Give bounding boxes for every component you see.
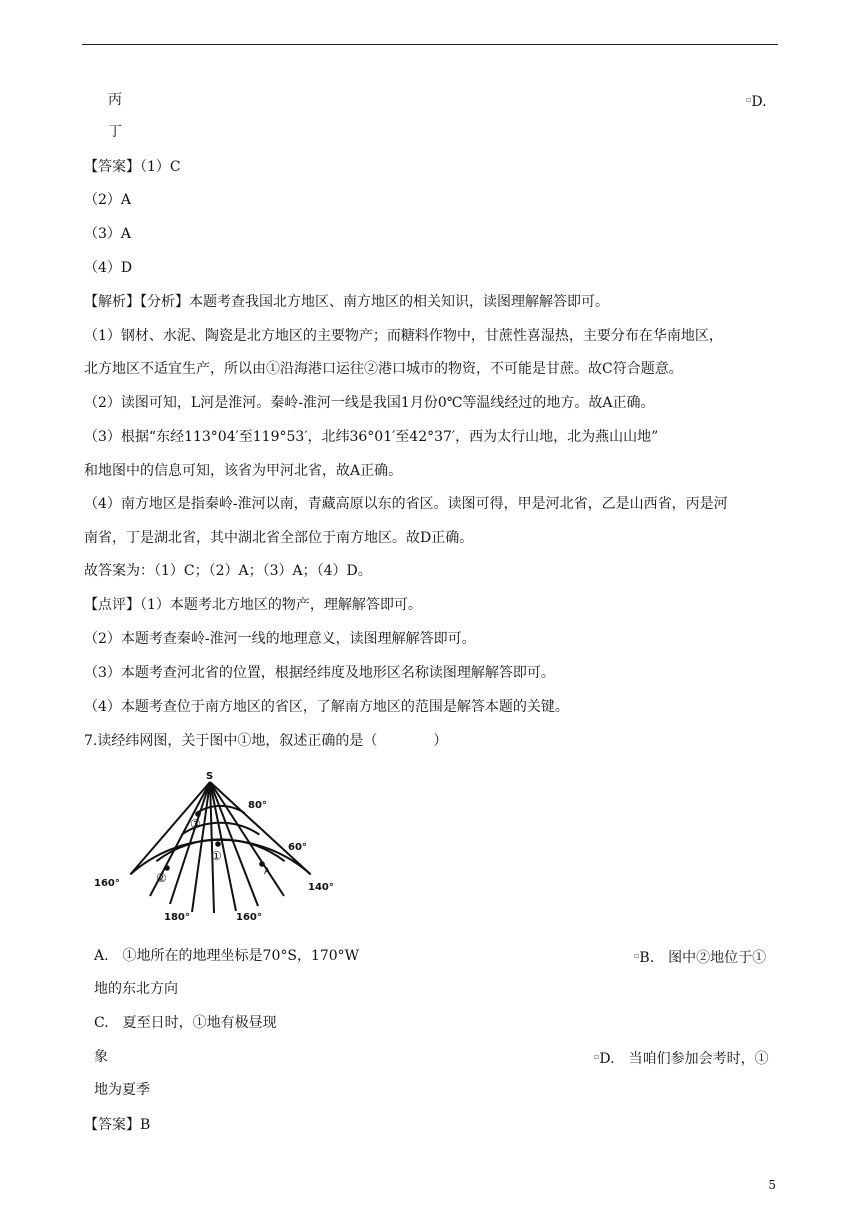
point-4-label: A — [264, 867, 271, 877]
answer-item: （3）A — [84, 226, 132, 242]
analysis-paragraph: （4）南方地区是指秦岭-淮河以南，青藏高原以东的省区。读图可得，甲是河北省，乙是山西省，丙是河 — [84, 496, 728, 512]
analysis-paragraph: 和地图中的信息可知，该省为甲河北省，故A正确。 — [84, 463, 403, 479]
lat-80-label: 80° — [248, 800, 267, 811]
option-d-text: 丁 — [108, 124, 122, 140]
analysis-paragraph: （2）读图可知，L河是淮河。秦岭-淮河一线是我国1月份0℃等温线经过的地方。故A正确。 — [84, 395, 655, 411]
lon-140-label: 140° — [308, 882, 334, 893]
pole-label: S — [206, 771, 214, 782]
lat-60-label: 60° — [288, 842, 307, 853]
answer-7: 【答案】B — [84, 1117, 151, 1133]
header-rule — [82, 44, 778, 45]
comment-item: （4）本题考查位于南方地区的省区，了解南方地区的范围是解答本题的关键。 — [84, 699, 569, 715]
point-4-dot — [259, 861, 265, 867]
option-b-cont: 地的东北方向 — [94, 981, 178, 997]
option-d-label: ▫D. — [746, 94, 767, 110]
lon-160-left-label: 160° — [94, 878, 120, 889]
comment-item: （3）本题考查河北省的位置，根据经纬度及地形区名称读图理解解答即可。 — [84, 665, 555, 681]
analysis-heading: 【解析】【分析】本题考查我国北方地区、南方地区的相关知识，读图理解解答即可。 — [84, 294, 609, 310]
option-c-cont: 象 — [94, 1049, 108, 1065]
analysis-paragraph: 北方地区不适宜生产，所以由①沿海港口运往②港口城市的物资，不可能是甘蔗。故C符合题意。 — [84, 361, 683, 377]
point-1-label: ① — [211, 849, 222, 863]
option-d[interactable]: ▫D. 当咱们参加会考时，① — [594, 1051, 769, 1067]
answer-heading: 【答案】（1）C — [84, 159, 181, 175]
analysis-paragraph: 南省，丁是湖北省，其中湖北省全部位于南方地区。故D正确。 — [84, 530, 474, 546]
option-c[interactable]: C. 夏至日时，①地有极昼现 — [94, 1015, 277, 1031]
point-3-label: ③ — [190, 817, 201, 831]
option-b[interactable]: ▫B. 图中②地位于① — [634, 950, 767, 966]
answer-item: （4）D — [84, 260, 133, 276]
lon-180-label: 180° — [164, 912, 190, 923]
analysis-paragraph: （3）根据“东经113°04′至119°53′，北纬36°01′至42°37′，西为太行山地，北为燕山山地” — [84, 429, 659, 445]
point-1-dot — [215, 841, 221, 847]
analysis-paragraph: （1）钢材、水泥、陶瓷是北方地区的主要物产；而糖料作物中，甘蔗性喜湿热，主要分布在华南地区， — [84, 328, 723, 344]
option-d-cont: 地为夏季 — [94, 1082, 150, 1098]
question-7: 7.读经纬网图，关于图中①地，叙述正确的是（ ） — [84, 733, 448, 749]
point-2-label: ② — [156, 871, 167, 885]
analysis-summary: 故答案为：（1）C；（2）A；（3）A；（4）D。 — [84, 563, 372, 579]
comment-heading: 【点评】（1）本题考北方地区的物产，理解解答即可。 — [84, 597, 422, 613]
comment-item: （2）本题考查秦岭-淮河一线的地理意义，读图理解解答即可。 — [84, 631, 476, 647]
point-2-dot — [164, 865, 170, 871]
lon-160-bottom-label: 160° — [236, 912, 262, 923]
option-a[interactable]: A. ①地所在的地理坐标是70°S，170°W — [94, 948, 360, 964]
point-3-dot — [195, 811, 201, 817]
page-number: 5 — [768, 1178, 776, 1192]
graticule-figure — [90, 768, 340, 928]
answer-item: （2）A — [84, 192, 132, 208]
option-c-label: 丙 — [108, 92, 122, 108]
